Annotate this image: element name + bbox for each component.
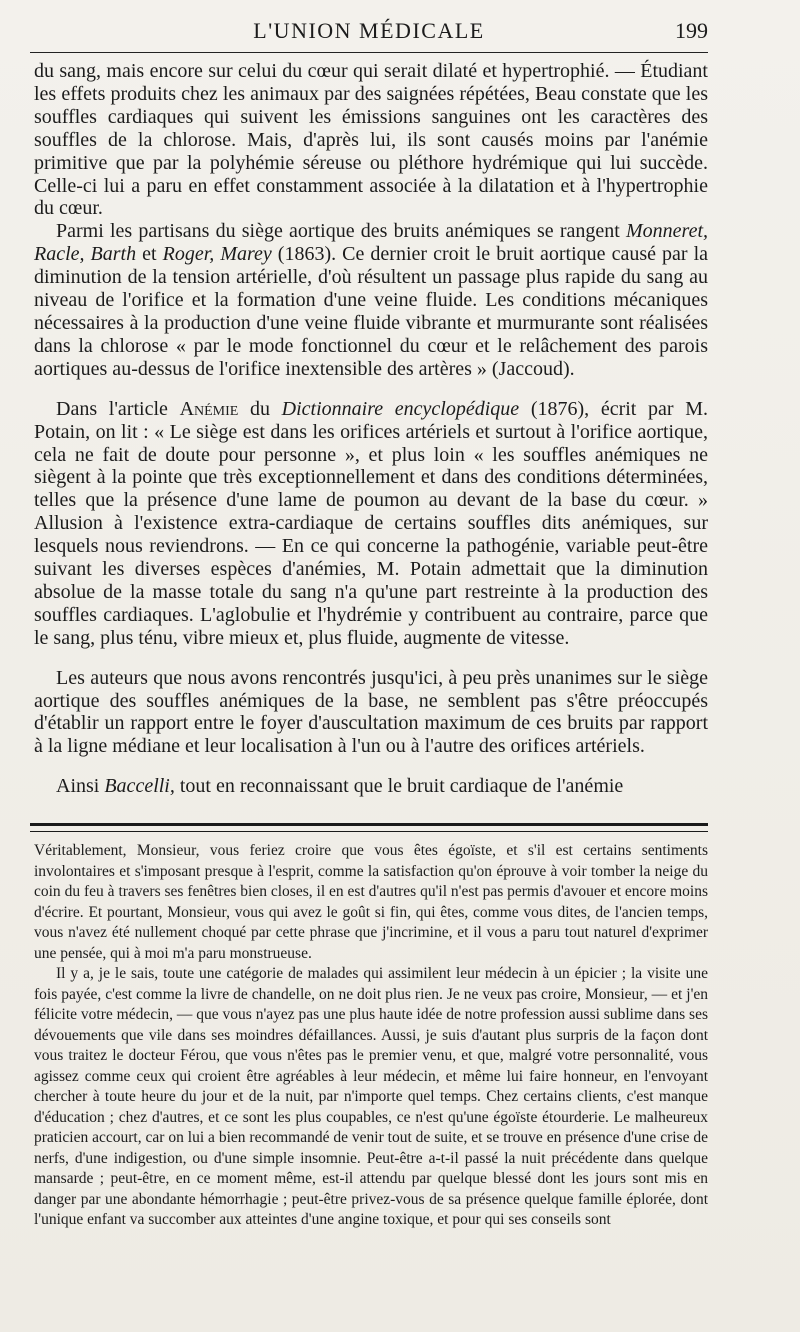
paragraph-5 <box>34 775 708 798</box>
author-names-1: Monneret, Racle, Barth <box>34 220 708 266</box>
feuilleton-paragraph-2: Il y a, je le sais, toute une catégorie de malades qui assimilent leur médecin à un épicier ; la visite une fois payée, c'est comme la livre de chandelle, on ne doit plus rien. Je ne veux pas croire, Monsieur, — et j'en félicite votre médecin, — que vous n'ayez pas une plus haute idée de notre profession aussi sublime dans ses dévouements que vile dans ses moindres défaillances. Aussi, je suis d'autant plus surpris de la façon dont vous traitez le docteur Férou, que vous n'êtes pas le premier venu, et que, malgré votre personnalité, vous agissez comme ceux qui croient être agréables à leur médecin, et même lui faire honneur, en l'envoyant chercher à toute heure du jour et de la nuit, par n'importe quel temps. Chez certains clients, c'est manque d'éducation ; chez d'autres, et ce sont les plus coupables, ce n'est qu'une égoïste étourderie. Le malheureux praticien accourt, car on lui a bien recommandé de venir tout de suite, et se trouve en présence d'une crise de nerfs, d'une indigestion, ou d'une simple insomnie. Peut-être a-t-il passé la nuit précédente dans quelque mansarde ; peut-être, en ce moment même, est-il attendu par quelque blessé dont les jours sont mis en danger par une abondante hémorrhagie ; peut-être privez-vous de sa présence quelque famille éplorée, dont l'unique enfant va succomber aux atteintes d'une angine toxique, et pour qui ses conseils sont <box>34 965 708 1228</box>
paragraph-1: du sang, mais encore sur celui du cœur qui serait dilaté et hypertrophié. — Étudiant les effets produits chez les animaux par des saignées répétées, Beau constate que les souffles cardiaques qui suivent les émissions sanguines ont les caractères des souffles de la chlorose. Mais, d'après lui, ils sont causés moins par l'anémie primitive que par la polyhémie séreuse ou pléthore hydrémique qui lui succède. Celle-ci lui a paru en effet constamment associée à la dilatation et à l'hypertrophie du cœur. <box>34 60 708 220</box>
page-header <box>30 18 708 48</box>
header-rule <box>30 52 708 53</box>
paragraph-2-lead: Parmi les partisans du siège aortique des bruits anémiques se rangent <box>56 220 626 243</box>
page-number: 199 <box>675 18 708 43</box>
paragraph-3 <box>34 398 708 650</box>
paragraph-3-lead: Dans l'article <box>56 397 180 420</box>
article-title: Anémie <box>179 397 239 420</box>
dictionary-title: Dictionnaire encyclopédique <box>281 397 520 420</box>
paragraph-4: Les auteurs que nous avons rencontrés jusqu'ici, à peu près unanimes sur le siège aortique des souffles anémiques de la base, ne semblent pas s'être préoccupés d'établir un rapport entre le foyer d'auscultation maximum de ces bruits par rapport à la ligne médiane et leur localisation à l'un ou à l'autre des orifices artériels. <box>34 666 708 758</box>
author-names-2: Roger, Marey <box>162 243 272 266</box>
feuilleton-text <box>34 841 708 1231</box>
paragraph-2-rest: (1863). Ce dernier croit le bruit aortique causé par la diminution de la tension artérielle, d'où résultent un passage plus rapide du sang au niveau de l'orifice et la formation d'une veine fluide. Les conditions mécaniques nécessaires à la production d'une veine fluide vibrante et murmurante sont réalisées dans la chlorose « par le mode fonctionnel du cœur et le relâchement des parois aortiques au-dessus de l'orifice inextensible des artères » (Jaccoud). <box>34 243 709 380</box>
author-baccelli: Baccelli, <box>104 775 175 798</box>
conjunction-1: et <box>136 243 163 266</box>
feuilleton-paragraph-1: Véritablement, Monsieur, vous feriez croire que vous êtes égoïste, et s'il est certains sentiments involontaires et s'imposant presque à l'esprit, comme la satisfaction qu'on éprouve à voir tomber la neige du coin du feu à travers ses fenêtres bien closes, il en est d'autres qu'il n'est pas permis d'avouer et encore moins d'écrire. Et pourtant, Monsieur, vous qui avez le goût si fin, qui êtes, comme vous dites, de l'ancien temps, vous n'avez été nullement choqué par cette phrase que j'incrimine, et il vous a paru tout naturel d'exprimer une pensée, qui à moi m'a paru monstrueuse. <box>34 842 708 962</box>
paragraph-5-lead: Ainsi <box>56 775 105 798</box>
main-text <box>34 60 708 798</box>
running-title: L'UNION MÉDICALE <box>253 18 485 43</box>
paragraph-3-rest: (1876), écrit par M. Potain, on lit : « Le siège est dans les orifices artériels et surtout à l'orifice aortique, cela ne fait de doute pour personne », et plus loin « les souffles anémiques ne siègent à la pointe que très exceptionnellement et dans des conditions déterminées, telles que la présence d'une lame de poumon au devant de la base du cœur. » Allusion à l'existence extra-cardiaque de certains souffles dits anémiques, sur lesquels nous reviendrons. — En ce qui concerne la pathogénie, variable peut-être suivant les diverses espèces d'anémies, M. Potain admettait que la diminution absolue de la masse totale du sang n'a qu'une part restreinte à la production des souffles cardiaques. L'aglobulie et l'hydrémie y contribuent au contraire, parce que le sang, plus ténu, vibre mieux et, plus fluide, augmente de vitesse. <box>34 397 709 649</box>
paragraph-5-rest: tout en reconnaissant que le bruit cardiaque de l'anémie <box>174 775 624 798</box>
paragraph-2 <box>34 220 708 380</box>
paragraph-3-du: du <box>238 397 282 420</box>
footnote-separator <box>30 823 708 832</box>
